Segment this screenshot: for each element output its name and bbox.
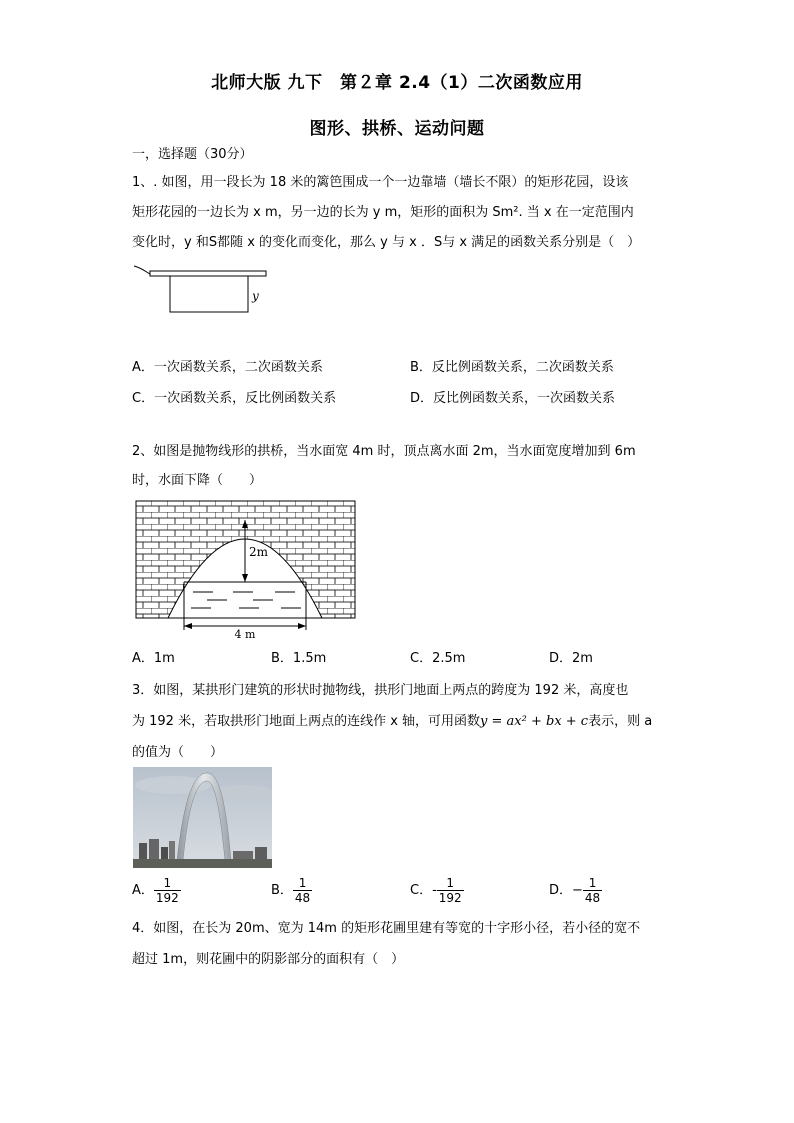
q3-text-line1: 3．如图，某拱形门建筑的形状时抛物线，拱形门地面上两点的跨度为 192 米，高度也 — [132, 683, 629, 698]
q3-option-c[interactable] — [410, 876, 464, 905]
q3-option-d-sign: − — [572, 883, 583, 898]
q2-text-line1: 2、如图是抛物线形的拱桥，当水面宽 4m 时，顶点离水面 2m，当水面宽度增加到 6m — [132, 444, 636, 459]
q1-text-line3: 变化时，y 和S都随 x 的变化而变化，那么 y 与 x ．S与 x 满足的函数关系分别是（ ） — [132, 235, 641, 250]
q2-arch-bridge-figure — [135, 500, 359, 640]
q1-text-line1: 1、. 如图，用一段长为 18 米的篱笆围成一个一边靠墙（墙长不限）的矩形花园，设该 — [132, 175, 629, 190]
q2-option-a[interactable]: A．1m — [132, 651, 175, 666]
q3-option-b-numerator: 1 — [293, 876, 312, 891]
q3-option-d-fraction — [583, 876, 602, 905]
q1-option-c[interactable]: C．一次函数关系，反比例函数关系 — [132, 391, 337, 406]
q4-text-line1: 4．如图，在长为 20m、宽为 14m 的矩形花圃里建有等宽的十字形小径，若小径的宽不 — [132, 921, 641, 936]
q1-fig-y-label: y — [252, 289, 259, 303]
q2-option-c[interactable]: C．2.5m — [410, 651, 466, 666]
q3-formula: y = ax² + bx + c — [480, 714, 589, 729]
q2-fig-height-label: 2m — [249, 545, 269, 559]
section-heading: 一，选择题（30分） — [132, 147, 253, 162]
q3-option-d-numerator: 1 — [583, 876, 602, 891]
q3-arch-photo — [133, 767, 272, 868]
q3-text-line3: 的值为（ ） — [132, 745, 224, 760]
q1-option-d[interactable]: D．反比例函数关系，一次函数关系 — [410, 391, 616, 406]
q3-option-d-label: D． — [549, 883, 573, 898]
q1-option-a[interactable]: A．一次函数关系，二次函数关系 — [132, 360, 323, 375]
q3-option-b[interactable] — [271, 876, 312, 905]
q3-text-line2-start: 为 192 米，若取拱形门地面上两点的连线作 x 轴，可用函数 — [132, 714, 481, 729]
q2-option-b[interactable]: B．1.5m — [271, 651, 327, 666]
page-title: 北师大版 九下 第２章 2.4（1）二次函数应用 — [211, 73, 583, 93]
q3-option-b-denominator: 48 — [294, 891, 311, 905]
q3-option-c-sign: - — [432, 883, 437, 898]
q2-text-line2: 时，水面下降（ ） — [132, 473, 263, 488]
q2-option-d[interactable]: D．2m — [549, 651, 593, 666]
q3-option-d[interactable] — [549, 876, 602, 905]
q3-option-d-denominator: 48 — [584, 891, 601, 905]
q1-text-line2: 矩形花园的一边长为 x m，另一边的长为 y m，矩形的面积为 Sm². 当 x 在一定范围内 — [132, 205, 634, 220]
q3-text-line2 — [132, 713, 652, 731]
q3-option-b-fraction — [293, 876, 312, 905]
q3-option-a-label: A． — [132, 883, 154, 898]
q4-text-line2: 超过 1m，则花圃中的阴影部分的面积有（ ） — [132, 952, 405, 967]
q3-option-c-denominator: 192 — [438, 891, 462, 905]
page-subtitle: 图形、拱桥、运动问题 — [309, 119, 485, 139]
q3-option-a[interactable] — [132, 876, 181, 905]
q3-option-a-numerator: 1 — [154, 876, 181, 891]
q3-option-a-fraction — [154, 876, 181, 905]
q3-option-a-denominator: 192 — [155, 891, 179, 905]
q3-text-line2-end: 表示，则 a — [588, 714, 653, 729]
q1-option-b[interactable]: B．反比例函数关系，二次函数关系 — [410, 360, 614, 375]
q3-option-c-numerator: 1 — [437, 876, 464, 891]
q1-garden-figure — [132, 264, 282, 318]
q3-option-b-label: B． — [271, 883, 293, 898]
q2-fig-width-label: 4 m — [234, 628, 256, 640]
q3-option-c-fraction — [437, 876, 464, 905]
q3-option-c-label: C． — [410, 883, 433, 898]
